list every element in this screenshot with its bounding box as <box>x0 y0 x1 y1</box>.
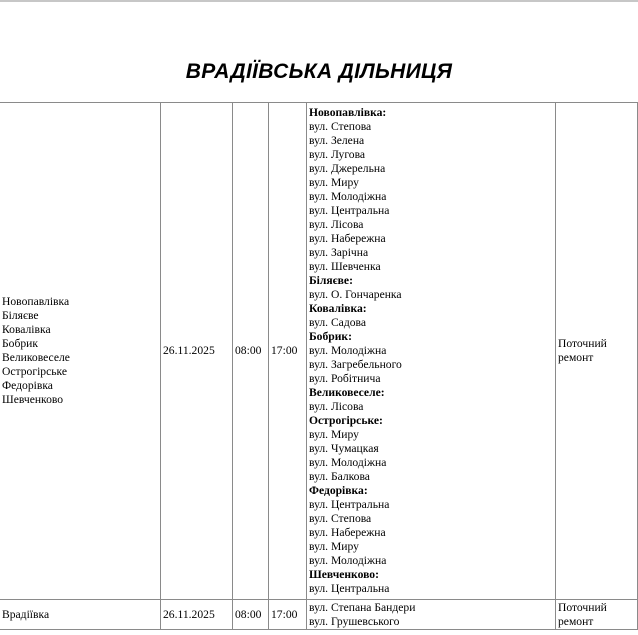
street-item: вул. Набережна <box>309 232 386 245</box>
street-item: вул. Молодіжна <box>309 190 387 203</box>
settlement-name: Шевченково <box>2 393 64 406</box>
page-title: ВРАДІЇВСЬКА ДІЛЬНИЦЯ <box>185 60 453 83</box>
street-item: вул. Чумацкая <box>309 442 379 455</box>
outage-schedule-table <box>0 102 638 630</box>
street-item: вул. О. Гончаренка <box>309 288 402 301</box>
address-group-title: Ковалівка: <box>309 302 367 315</box>
street-item: вул. Джерельна <box>309 162 386 175</box>
address-group-title: Шевченково: <box>309 568 379 581</box>
street-item: вул. Степова <box>309 512 372 525</box>
street-item: вул. Миру <box>309 176 359 189</box>
settlement-name: Острогірське <box>2 365 68 378</box>
address-group-title: Бобрик: <box>309 330 352 343</box>
street-item: вул. Грушевського <box>309 615 400 628</box>
settlement-name: Федорівка <box>2 379 53 392</box>
street-item: вул. Степова <box>309 120 372 133</box>
street-item: вул. Молодіжна <box>309 554 387 567</box>
settlement-name: Біляєве <box>2 309 39 322</box>
start-time-cell: 08:00 <box>233 103 269 600</box>
street-item: вул. Миру <box>309 540 359 553</box>
table-row <box>0 600 638 630</box>
address-group-title: Великовеселе: <box>309 386 385 399</box>
street-item: вул. Садова <box>309 316 366 329</box>
settlement-name: Бобрик <box>2 337 38 350</box>
table-row <box>0 103 638 600</box>
end-time-cell: 17:00 <box>269 103 307 600</box>
start-time-cell: 08:00 <box>233 600 269 630</box>
address-group-title: Острогірське: <box>309 414 383 427</box>
settlements-cell <box>0 103 161 600</box>
work-type-line: Поточний <box>558 337 607 350</box>
work-type-cell <box>556 103 638 600</box>
work-type-line: ремонт <box>558 351 594 364</box>
street-item: вул. Центральна <box>309 204 390 217</box>
settlement-name: Великовеселе <box>2 351 70 364</box>
settlement-name: Ковалівка <box>2 323 51 336</box>
street-item: вул. Лісова <box>309 218 364 231</box>
date-cell: 26.11.2025 <box>161 600 233 630</box>
street-item: вул. Шевченка <box>309 260 381 273</box>
end-time-cell: 17:00 <box>269 600 307 630</box>
work-type-line: Поточний <box>558 600 607 614</box>
address-group-title: Федорівка: <box>309 484 368 497</box>
street-item: вул. Миру <box>309 428 359 441</box>
street-item: вул. Лісова <box>309 400 364 413</box>
addresses-cell <box>307 600 556 630</box>
address-group-title: Новопавлівка: <box>309 106 387 119</box>
street-item: вул. Центральна <box>309 498 390 511</box>
street-item: вул. Молодіжна <box>309 344 387 357</box>
street-item: вул. Набережна <box>309 526 386 539</box>
street-item: вул. Загребельного <box>309 358 402 371</box>
settlements-cell <box>0 600 161 630</box>
street-item: вул. Центральна <box>309 582 390 595</box>
work-type-line: ремонт <box>558 614 594 628</box>
street-item: вул. Зелена <box>309 134 365 147</box>
street-item: вул. Лугова <box>309 148 366 161</box>
address-group-title: Біляєве: <box>309 274 353 287</box>
street-item: вул. Зарічна <box>309 246 369 259</box>
street-item: вул. Робітнича <box>309 372 381 385</box>
street-item: вул. Степана Бандери <box>309 601 416 614</box>
settlement-name: Новопавлівка <box>2 295 70 308</box>
settlement-name: Врадіївка <box>2 607 50 621</box>
date-cell: 26.11.2025 <box>161 103 233 600</box>
street-item: вул. Молодіжна <box>309 456 387 469</box>
top-divider <box>0 0 638 2</box>
street-item: вул. Балкова <box>309 470 370 483</box>
work-type-cell <box>556 600 638 630</box>
addresses-cell <box>307 103 556 600</box>
